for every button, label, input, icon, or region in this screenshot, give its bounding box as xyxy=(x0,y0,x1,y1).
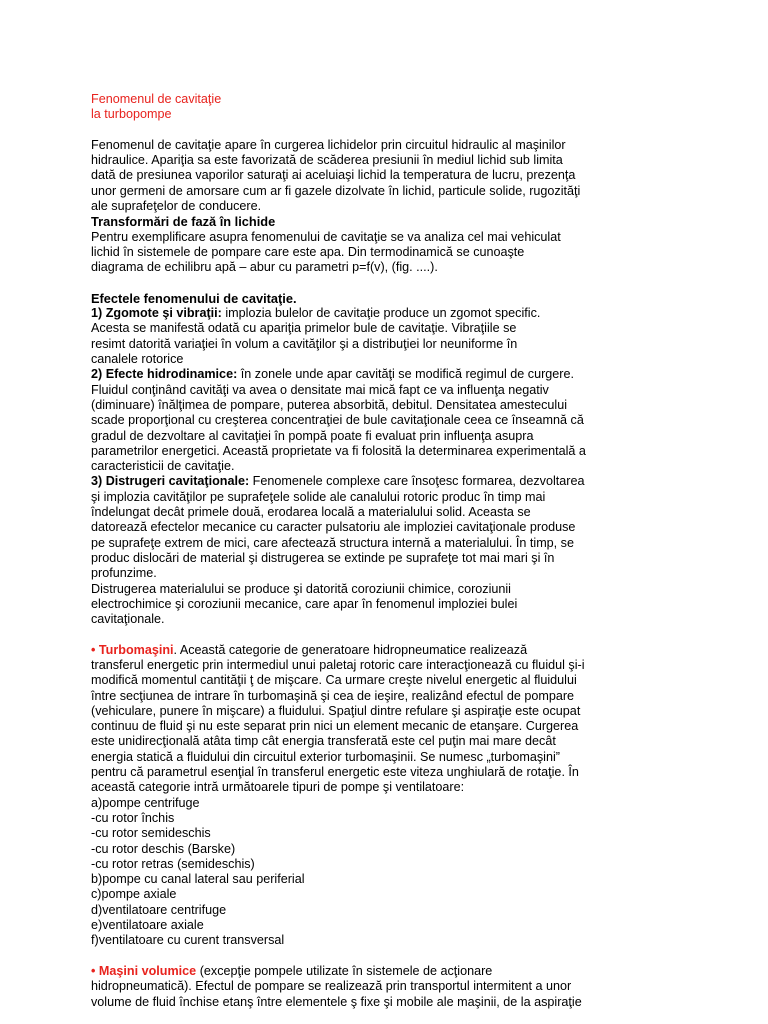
effect-1-first-line xyxy=(91,306,691,321)
list-item: d)ventilatoare centrifuge xyxy=(91,902,227,917)
turbo-type-list xyxy=(91,796,691,949)
effect-3 xyxy=(91,474,691,627)
intro-line: dată de presiunea vaporilor saturaţi ai aceluiaşi lichid la temperatura de lucru, prezenţa xyxy=(91,168,576,183)
turbo-line: transferul energetic prin intermediul unui paletaj rotoric care interacţionează cu fluidul şi-i xyxy=(91,657,585,672)
effect-2-line: (diminuare) înălţimea de pompare, puterea absorbită, debitul. Densitatea amestecului xyxy=(91,397,568,412)
effect-1-label: 1) Zgomote şi vibraţii: xyxy=(91,306,222,321)
turbo-line: (vehiculare, punere în mişcare) a fluidului. Spaţiul dintre refulare şi aspiraţie este ocupat xyxy=(91,703,581,718)
volumic-label: • Maşini volumice xyxy=(91,963,197,978)
volumic-line: hidropneumatică). Efectul de pompare se realizează prin transportul intermitent a unor xyxy=(91,979,572,994)
effect-3-line: cavitaţionale. xyxy=(91,612,165,627)
spacer xyxy=(91,627,691,642)
turbo-line: modifică momentul cantităţii ţ de mişcare. Ca urmare creşte nivelul energetic al fluidului xyxy=(91,673,577,688)
effect-2 xyxy=(91,367,691,474)
list-item: c)pompe axiale xyxy=(91,887,177,902)
effect-2-label: 2) Efecte hidrodinamice: xyxy=(91,367,238,382)
list-item: -cu rotor închis xyxy=(91,810,175,825)
effect-2-first-line xyxy=(91,367,691,382)
effect-1-line: canalele rotorice xyxy=(91,352,184,367)
turbo-line: energia statică a fluidului din circuitul exterior turbomaşinii. Se numesc „turbomaşini” xyxy=(91,749,560,764)
spacer xyxy=(91,949,691,964)
turbo-line: pentru că parametrul esenţial în transferul energetic este viteza unghiulară de rotaţie. În xyxy=(91,765,579,780)
effect-3-line: Distrugerea materialului se produce şi datorită coroziunii chimice, coroziunii xyxy=(91,581,511,596)
effect-3-line: produc dislocări de material şi distrugerea se extinde pe suprafeţe tot mai mari şi în xyxy=(91,550,555,565)
effect-2-first-text: în zonele unde apar cavităţi se modifică regimul de curgere. xyxy=(237,367,574,382)
turbo-line: între secţiunea de intrare în turbomaşină şi cea de ieşire, realizând efectul de pompare xyxy=(91,688,575,703)
effect-2-line: scade proporţional cu creşterea concentraţiei de bule cavitaţionale ceea ce înseamnă că xyxy=(91,413,584,428)
effects-heading: Efectele fenomenului de cavitaţie. xyxy=(91,290,297,306)
effect-2-line: Fluidul conţinând cavităţi va avea o densitate mai mică fapt ce va influenţa negativ xyxy=(91,382,549,397)
list-item: f)ventilatoare cu curent transversal xyxy=(91,933,285,948)
phase-paragraph xyxy=(91,230,691,276)
intro-line: unor germeni de amorsare cum ar fi gazele dizolvate în lichid, particule solide, rugozităţi xyxy=(91,183,581,198)
turbo-label: • Turbomaşini xyxy=(91,642,174,657)
phase-line: diagrama de echilibru apă – abur cu parametri p=f(v), (fig. ....). xyxy=(91,260,438,275)
spacer xyxy=(91,276,691,291)
effect-3-first-line xyxy=(91,474,691,489)
effect-1 xyxy=(91,306,691,367)
intro-paragraph xyxy=(91,138,691,214)
document-body xyxy=(91,92,691,1010)
volumic-first-line xyxy=(91,964,691,979)
volumic-first-text: (excepţie pompele utilizate în sistemele de acţionare xyxy=(196,963,493,978)
effect-3-line: îndelungat decât primele două, erodarea locală a materialului solid. Aceasta se xyxy=(91,505,531,520)
effect-3-line: pe suprafeţe extrem de mici, care afectează structura internă a materialului. În timp, se xyxy=(91,535,574,550)
turbo-line: este unidirecţională atâta timp cât energia transferată este cel puţin mai mare decât xyxy=(91,734,556,749)
turbo-first-text: . Această categorie de generatoare hidropneumatice realizează xyxy=(173,642,528,657)
effect-2-line: parametrilor energetici. Această proprietate va fi folosită la determinarea experimentală a xyxy=(91,443,586,458)
turbo-line: continuu de fluid şi nu este separat prin nici un element mecanic de etanşare. Curgerea xyxy=(91,719,579,734)
effect-3-first-text: Fenomenele complexe care însoţesc formarea, dezvoltarea xyxy=(249,474,585,489)
intro-line: Fenomenul de cavitaţie apare în curgerea lichidelor prin circuitul hidraulic al maşinilor xyxy=(91,137,566,152)
effect-1-line: resimt datorită variaţiei în volum a cavităţilor şi a distribuţiei lor neuniforme în xyxy=(91,336,518,351)
effect-1-first-text: implozia bulelor de cavitaţie produce un zgomot specific. xyxy=(221,306,541,321)
phase-heading: Transformări de fază în lichide xyxy=(91,214,276,230)
title-line-2: la turbopompe xyxy=(91,107,172,122)
effect-1-line: Acesta se manifestă odată cu apariţia primelor bule de cavitaţie. Vibraţiile se xyxy=(91,321,517,336)
list-item: b)pompe cu canal lateral sau periferial xyxy=(91,872,305,887)
list-item: -cu rotor semideschis xyxy=(91,826,211,841)
spacer xyxy=(91,123,691,138)
phase-line: Pentru exemplificare asupra fenomenului de cavitaţie se va analiza cel mai vehiculat xyxy=(91,229,561,244)
volumic-section xyxy=(91,964,691,1010)
list-item: -cu rotor retras (semideschis) xyxy=(91,856,255,871)
effect-2-line: gradul de dezvoltare al cavitaţiei în pompă poate fi evaluat prin influenţa asupra xyxy=(91,428,534,443)
title-line-1: Fenomenul de cavitaţie xyxy=(91,92,222,106)
effect-3-label: 3) Distrugeri cavitaţionale: xyxy=(91,474,250,489)
effect-3-line: datorează efectelor mecanice cu caracter pulsatoriu ale imploziei cavitaţionale produse xyxy=(91,520,576,535)
effect-2-line: caracteristicii de cavitaţie. xyxy=(91,459,235,474)
effect-3-line: şi implozia cavităţilor pe suprafeţele solide ale canalului rotoric produc în timp mai xyxy=(91,489,546,504)
list-item: -cu rotor deschis (Barske) xyxy=(91,841,236,856)
phase-line: lichid în sistemele de pompare care este apa. Din termodinamică se cunoaşte xyxy=(91,244,525,259)
turbo-line: această categorie intră următoarele tipuri de pompe şi ventilatoare: xyxy=(91,780,465,795)
effect-3-line: electrochimice şi coroziunii mecanice, care apar în fenomenul imploziei bulei xyxy=(91,596,518,611)
list-item: e)ventilatoare axiale xyxy=(91,918,204,933)
effect-3-line: profunzime. xyxy=(91,566,157,581)
turbo-first-line xyxy=(91,643,691,658)
list-item: a)pompe centrifuge xyxy=(91,795,200,810)
intro-line: hidraulice. Apariţia sa este favorizată de scăderea presiunii în mediul lichid sub limita xyxy=(91,153,563,168)
turbo-section xyxy=(91,643,691,949)
intro-line: ale suprafeţelor de conducere. xyxy=(91,199,262,214)
volumic-line: volume de fluid închise etanş între elementele ş fixe şi mobile ale maşinii, de la aspiraţie xyxy=(91,994,582,1009)
